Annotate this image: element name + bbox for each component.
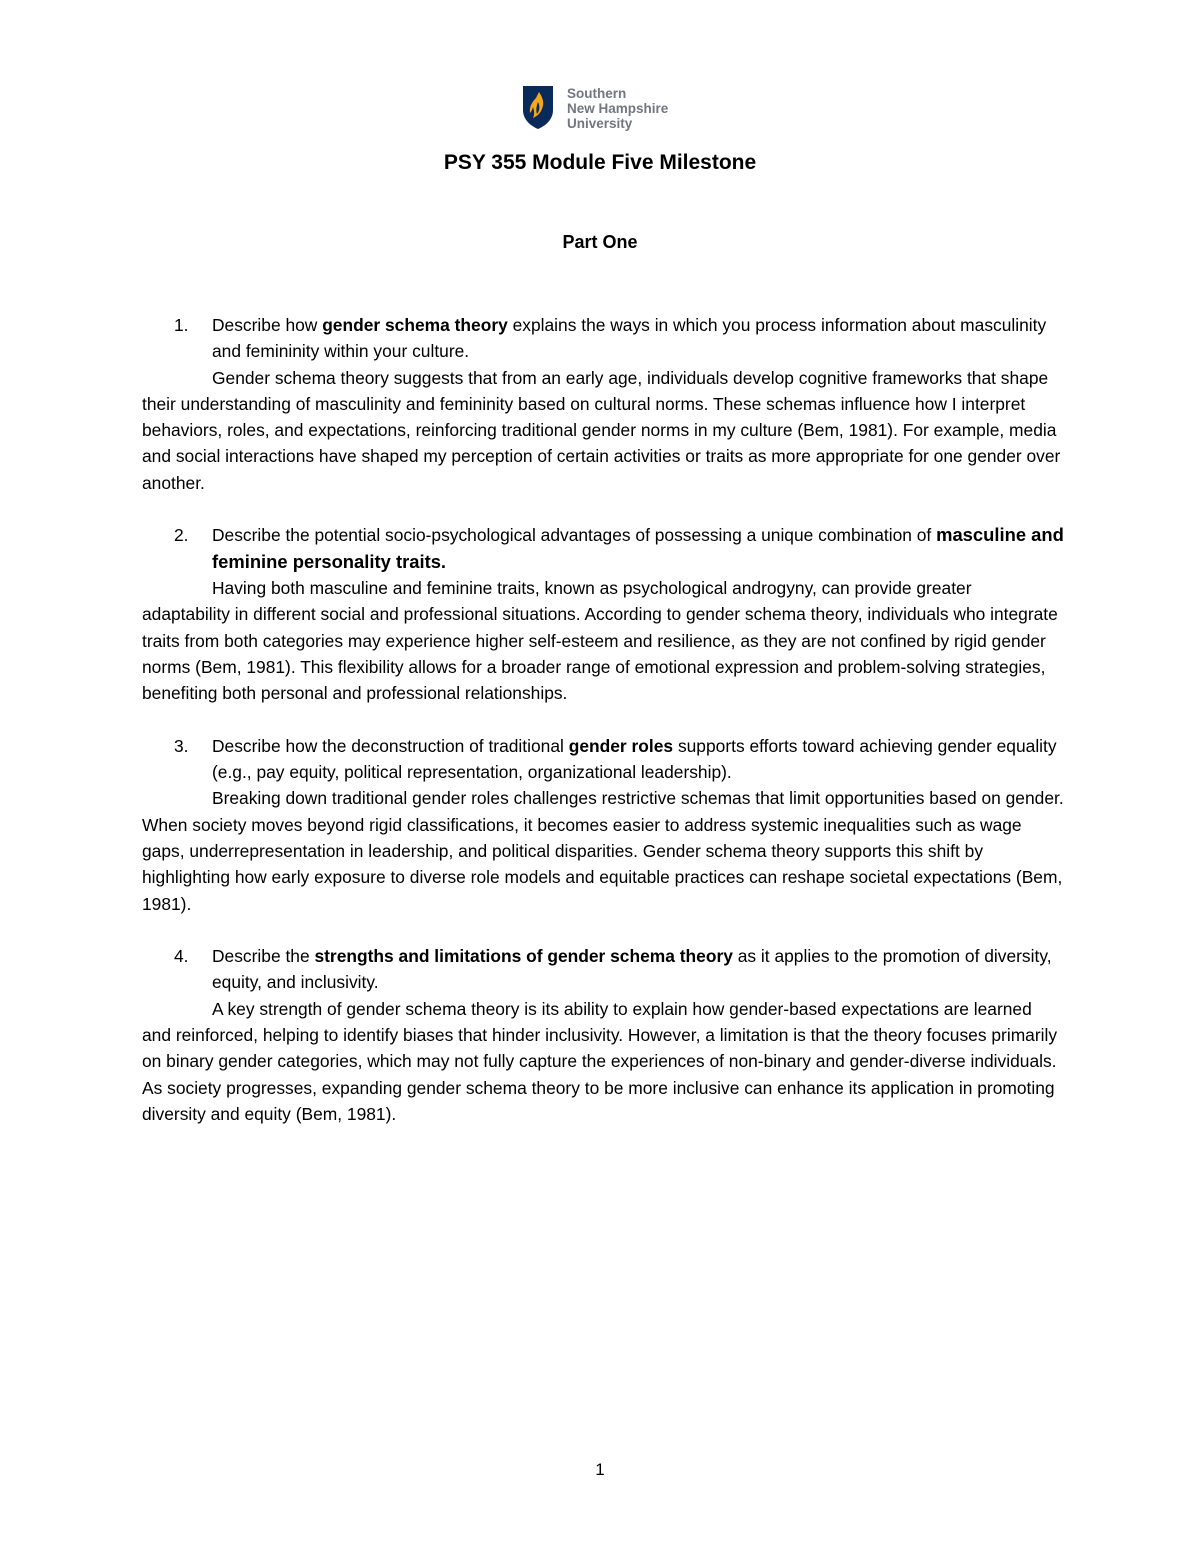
logo-line-1: Southern	[567, 86, 627, 101]
prompt-text: Describe how the deconstruction of traditional	[212, 735, 569, 756]
prompt-bold-term: gender schema theory	[322, 315, 508, 335]
prompt-text: supports efforts toward achieving gender equality (e.g., pay equity, political representation, organizational leadership).	[212, 735, 1057, 783]
question-prompt	[142, 522, 1064, 575]
logo-line-3: University	[567, 116, 633, 131]
question-prompt	[142, 312, 1064, 365]
question-number: 4.	[174, 946, 189, 967]
logo-wordmark	[567, 86, 668, 131]
prompt-text: as it applies to the promotion of diversity, equity, and inclusivity.	[212, 946, 1052, 993]
prompt-bold-term: masculine and feminine personality traits.	[212, 524, 1064, 572]
prompt-text: explains the ways in which you process information about masculinity and femininity within your culture.	[212, 315, 1047, 362]
question-item	[142, 943, 1064, 1127]
answer-paragraph: A key strength of gender schema theory is its ability to explain how gender-based expectations are learned and reinforced, helping to identify biases that hinder inclusivity. However, a limitation is that the theory focuses primarily on binary gender categories, which may not fully capture the experiences of non-binary and gender-diverse individuals. As society progresses, expanding gender schema theory to be more inclusive can enhance its application in promoting diversity and equity (Bem, 1981).	[142, 998, 1058, 1124]
shield-flame-icon	[521, 84, 555, 130]
answer-paragraph: Gender schema theory suggests that from an early age, individuals develop cognitive frameworks that shape their understanding of masculinity and femininity based on cultural norms. These schemas influence how I interpret behaviors, roles, and expectations, reinforcing traditional gender norms in my culture (Bem, 1981). For example, media and social interactions have shaped my perception of certain activities or traits as more appropriate for one gender over another.	[142, 367, 1061, 493]
prompt-bold-term: gender roles	[568, 735, 674, 756]
answer-paragraph: Breaking down traditional gender roles challenges restrictive schemas that limit opportunities based on gender. When society moves beyond rigid classifications, it becomes easier to address systemic inequalities such as wage gaps, underrepresentation in leadership, and political disparities. Gender schema theory supports this shift by highlighting how early exposure to diverse role models and equitable practices can reshape societal expectations (Bem, 1981).	[142, 788, 1064, 914]
question-number: 3.	[174, 735, 189, 756]
question-item	[142, 522, 1064, 706]
prompt-text: Describe how	[212, 315, 323, 335]
logo-line-2: New Hampshire	[567, 101, 669, 116]
page-number: 1	[595, 1460, 605, 1479]
question-number: 2.	[174, 525, 189, 546]
question-number: 1.	[174, 315, 189, 335]
university-logo	[521, 84, 701, 132]
answer-paragraph: Having both masculine and feminine traits, known as psychological androgyny, can provide greater adaptability in different social and professional situations. According to gender schema theory, individuals who integrate traits from both categories may experience higher self-esteem and resilience, as they are not confined by rigid gender norms (Bem, 1981). This flexibility allows for a broader range of emotional expression and problem-solving strategies, benefiting both personal and professional relationships.	[142, 577, 1058, 704]
prompt-text: Describe the	[212, 946, 315, 967]
section-heading: Part One	[562, 232, 638, 252]
question-prompt	[142, 943, 1064, 996]
prompt-text: Describe the potential socio-psychological advantages of possessing a unique combination of	[212, 525, 937, 546]
question-item	[142, 312, 1064, 496]
document-title: PSY 355 Module Five Milestone	[443, 151, 757, 174]
prompt-bold-term: strengths and limitations of gender schema theory	[314, 946, 733, 967]
question-prompt	[142, 733, 1064, 786]
question-item	[142, 733, 1064, 917]
question-list	[142, 312, 1064, 1154]
